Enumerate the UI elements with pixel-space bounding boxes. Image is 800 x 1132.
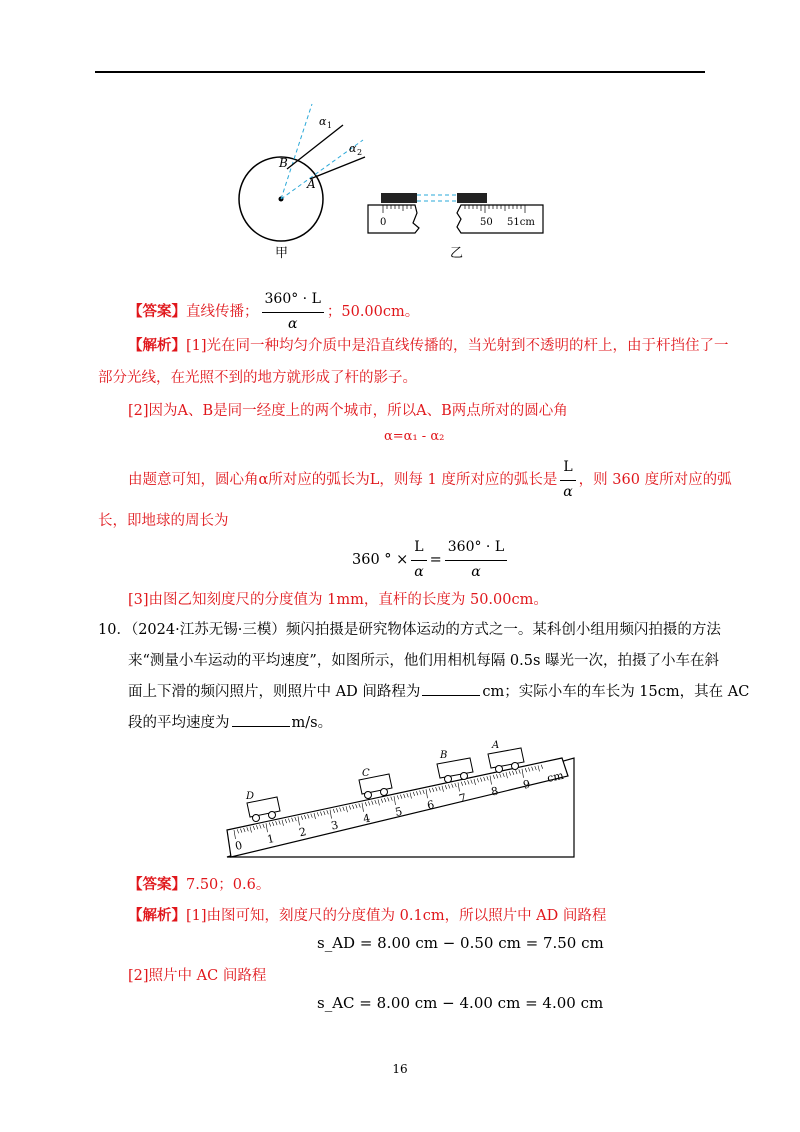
angle1-sub: 1 bbox=[327, 121, 333, 130]
ruler-50: 50 bbox=[480, 217, 493, 228]
svg-text:D: D bbox=[246, 791, 255, 802]
car-d bbox=[245, 791, 280, 822]
q9-analysis-1b: 部分光线，在光照不到的地方就形成了杆的影子。 bbox=[98, 370, 417, 386]
ruler-tick-label: 0 bbox=[233, 838, 244, 853]
point-b-label: B bbox=[279, 156, 288, 170]
q10-stem-3: 面上下滑的频闪照片，则照片中 AD 间路程为 cm；实际小车的车长为 15cm，其在 AC bbox=[128, 684, 750, 700]
q10-analysis-1: 【解析】[1]由图可知，刻度尺的分度值为 0.1cm，所以照片中 AD 间路程 bbox=[128, 907, 607, 924]
blank-2[interactable] bbox=[232, 714, 290, 727]
svg-text:A: A bbox=[492, 740, 500, 751]
q10-answer: 【答案】7.50；0.6。 bbox=[128, 876, 271, 893]
ruler-tick-label: 5 bbox=[393, 804, 404, 819]
svg-text:B: B bbox=[440, 750, 448, 761]
answer-text: 直线传播； bbox=[186, 304, 259, 321]
page-number: 16 bbox=[392, 1062, 408, 1076]
figure-jia-label: 甲 bbox=[275, 246, 289, 261]
q10-stem-4: 段的平均速度为 m/s。 bbox=[128, 715, 333, 731]
answer-fraction: $\frac{360^\circ \cdot L}{\alpha}$ bbox=[262, 290, 324, 334]
header-rule bbox=[95, 71, 705, 73]
formula-ad: s_AD = 8.00 cm − 0.50 cm = 7.50 cm bbox=[317, 934, 604, 952]
q10-stem-1: 10．（2024·江苏无锡·三模）频闪拍摄是研究物体运动的方式之一。某科创小组用频闪拍摄的方法 bbox=[98, 622, 721, 638]
q9-analysis-1a: 【解析】[1]光在同一种均匀介质中是沿直线传播的，当光射到不透明的杆上，由于杆挡住了一 bbox=[128, 337, 729, 354]
angle2-label: α bbox=[349, 142, 357, 155]
earth-shadow-figure bbox=[225, 95, 555, 265]
ruler-zero: 0 bbox=[380, 217, 387, 228]
blank-1[interactable] bbox=[422, 683, 480, 696]
q9-analysis-2: [2]因为A、B是同一经度上的两个城市，所以A、B两点所对的圆心角 bbox=[128, 403, 568, 419]
q9-analysis-3b: 长，即地球的周长为 bbox=[98, 513, 229, 529]
car-a bbox=[488, 740, 524, 773]
ruler-tick-label: 2 bbox=[297, 825, 308, 840]
ruler-tick-label: 7 bbox=[457, 791, 468, 806]
q9-answer bbox=[128, 290, 419, 334]
ruler-51: 51cm bbox=[507, 217, 535, 228]
q9-analysis-3a: 由题意可知，圆心角α所对应的弧长为L，则每 1 度所对应的弧长是 $\frac{L}{\alpha}$ ，则 360 度所对应的弧 bbox=[128, 459, 732, 500]
ruler-tick-label: 9 bbox=[521, 777, 532, 792]
ruler-tick-label: 6 bbox=[425, 797, 436, 813]
formula-circumference: 360 ° × $\frac{L}{\alpha}$ = $\frac{360^\circ \cdot L}{\alpha}$ bbox=[352, 538, 510, 582]
point-a-label: A bbox=[307, 177, 316, 191]
formula-alpha: α=α₁ - α₂ bbox=[384, 429, 445, 444]
q10-stem-2: 来“测量小车运动的平均速度”，如图所示，他们用相机每隔 0.5s 曝光一次，拍摄了小车在斜 bbox=[128, 653, 720, 669]
angle1-label: α bbox=[319, 115, 327, 128]
answer-tail: ；50.00cm。 bbox=[326, 304, 420, 321]
figure-yi-label: 乙 bbox=[450, 246, 464, 261]
ruler-tick-label: 8 bbox=[489, 784, 500, 799]
car-c bbox=[359, 768, 392, 799]
incline-figure bbox=[222, 740, 582, 865]
ruler-tick-label: cm bbox=[545, 768, 565, 785]
formula-ac: s_AC = 8.00 cm − 4.00 cm = 4.00 cm bbox=[317, 994, 604, 1012]
q9-analysis-4: [3]由图乙知刻度尺的分度值为 1mm，直杆的长度为 50.00cm。 bbox=[128, 592, 548, 608]
car-b bbox=[437, 750, 473, 783]
svg-text:C: C bbox=[362, 768, 370, 779]
ruler-tick-label: 1 bbox=[265, 831, 276, 847]
q10-analysis-2: [2]照片中 AC 间路程 bbox=[128, 968, 267, 984]
ruler-tick-label: 3 bbox=[329, 818, 340, 833]
answer-tag: 【答案】 bbox=[128, 303, 186, 321]
angle2-sub: 2 bbox=[357, 148, 363, 157]
ruler-tick-label: 4 bbox=[361, 811, 372, 826]
